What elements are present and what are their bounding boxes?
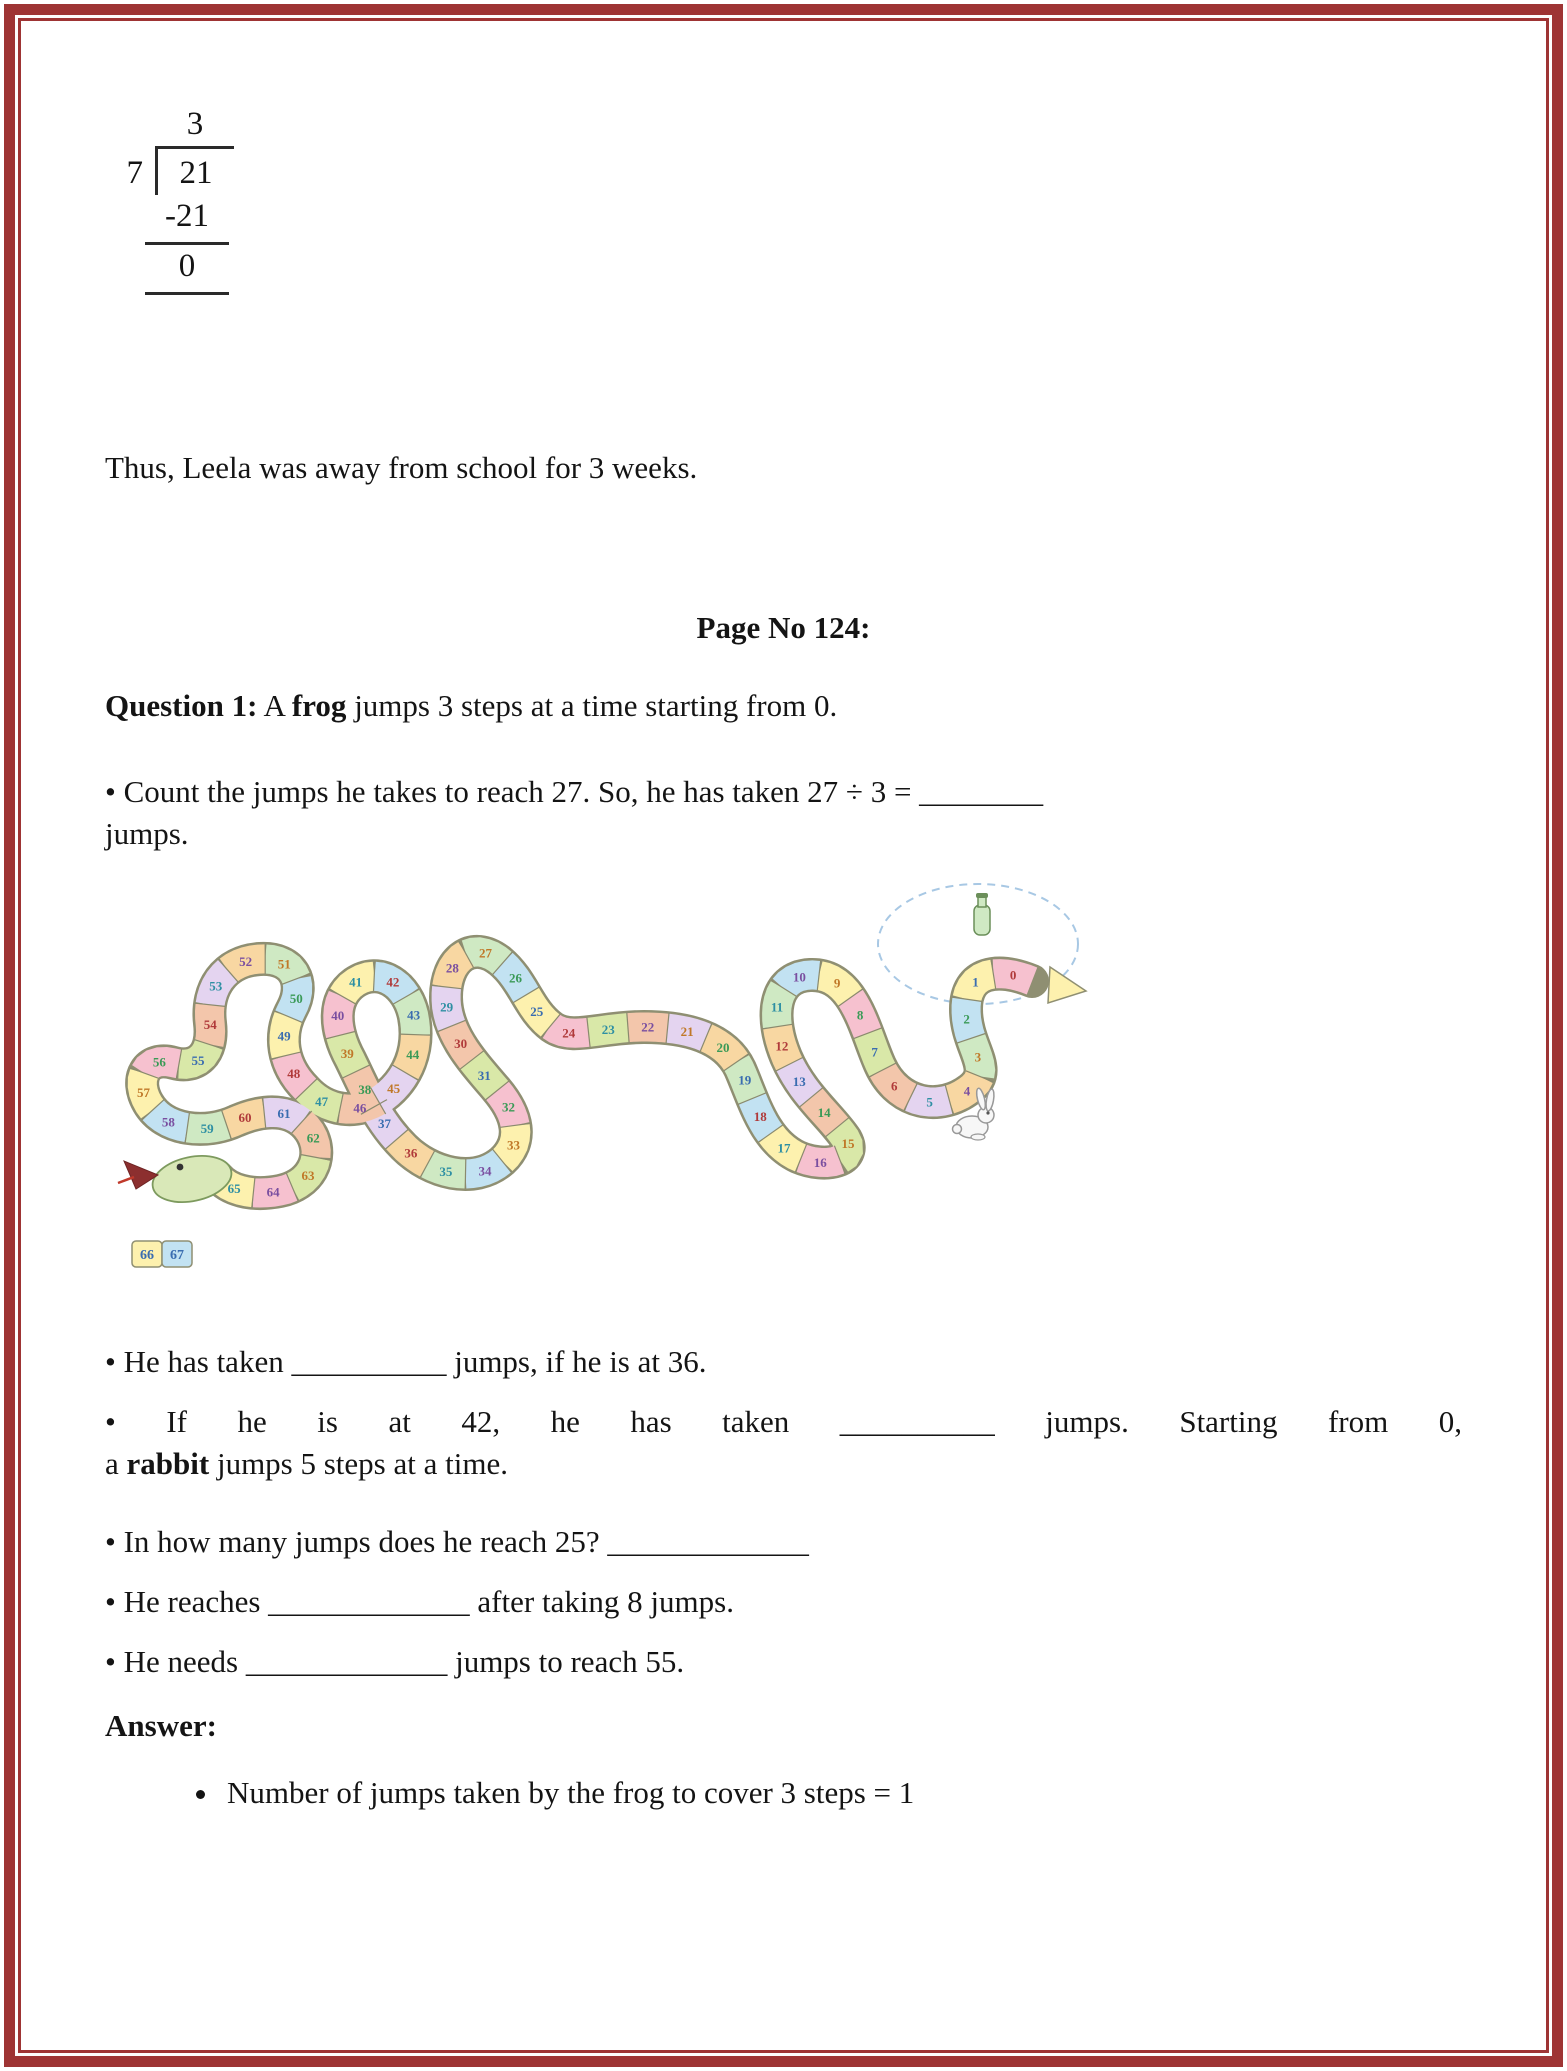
svg-text:0: 0	[1009, 967, 1017, 983]
svg-text:17: 17	[777, 1140, 791, 1156]
bullet-at-42	[105, 1401, 1462, 1485]
svg-text:9: 9	[833, 975, 841, 991]
finish-cell-67-number: 67	[170, 1248, 184, 1264]
bullet-reach-25: • In how many jumps does he reach 25? _____________	[105, 1523, 809, 1559]
svg-text:19: 19	[738, 1073, 752, 1089]
svg-text:5: 5	[926, 1094, 933, 1110]
svg-text:25: 25	[530, 1004, 544, 1020]
svg-text:59: 59	[200, 1121, 214, 1137]
svg-text:63: 63	[301, 1168, 315, 1184]
svg-text:13: 13	[792, 1074, 806, 1090]
svg-text:23: 23	[601, 1022, 615, 1038]
svg-text:62: 62	[306, 1130, 320, 1146]
svg-text:28: 28	[445, 961, 459, 977]
svg-text:3: 3	[974, 1049, 982, 1065]
svg-text:4: 4	[963, 1083, 971, 1099]
division-subtraction-row	[111, 195, 1462, 245]
svg-text:6: 6	[890, 1078, 898, 1094]
question-bold-frog: frog	[291, 687, 347, 723]
answer-list	[105, 1772, 1462, 1814]
svg-text:20: 20	[716, 1040, 730, 1056]
svg-text:2: 2	[963, 1011, 970, 1027]
svg-text:65: 65	[227, 1181, 241, 1197]
snake-board-svg	[115, 869, 1095, 1319]
svg-text:30: 30	[454, 1036, 468, 1052]
svg-text:18: 18	[753, 1109, 767, 1125]
conclusion-text: Thus, Leela was away from school for 3 weeks.	[105, 449, 698, 485]
svg-text:26: 26	[509, 970, 522, 986]
bullet-at-42-line2	[105, 1443, 1462, 1485]
svg-text:27: 27	[479, 946, 492, 962]
subtraction-value: -21	[145, 195, 229, 245]
svg-text:39: 39	[340, 1046, 354, 1062]
svg-text:45: 45	[387, 1081, 401, 1097]
snake-head-icon	[118, 1150, 236, 1210]
svg-text:37: 37	[378, 1116, 391, 1132]
svg-text:41: 41	[349, 974, 363, 990]
finish-cells	[132, 1241, 192, 1267]
svg-text:29: 29	[440, 999, 454, 1015]
division-remainder-row	[111, 245, 1462, 295]
question-label: Question 1:	[105, 687, 258, 723]
question-pre: A	[257, 687, 292, 723]
svg-text:1: 1	[972, 974, 979, 990]
page-heading: Page No 124:	[696, 609, 871, 645]
bullet-at-36: • He has taken __________ jumps, if he is at 36.	[105, 1343, 707, 1379]
svg-text:12: 12	[775, 1038, 789, 1054]
page-content	[21, 21, 1546, 2050]
svg-text:55: 55	[191, 1053, 205, 1069]
svg-text:31: 31	[477, 1068, 491, 1084]
svg-text:22: 22	[641, 1019, 655, 1035]
division-quotient-row	[111, 103, 1462, 146]
svg-text:54: 54	[203, 1017, 217, 1033]
bottle-icon	[974, 893, 990, 935]
long-division	[111, 103, 1462, 295]
svg-text:49: 49	[277, 1028, 291, 1044]
svg-text:53: 53	[209, 978, 223, 994]
bullet-count-line2: jumps.	[105, 816, 189, 852]
svg-text:40: 40	[331, 1008, 345, 1024]
answer-label: Answer:	[105, 1708, 217, 1744]
svg-text:24: 24	[562, 1025, 576, 1041]
svg-text:16: 16	[813, 1155, 827, 1171]
svg-text:60: 60	[238, 1110, 252, 1126]
answer-item: • Number of jumps taken by the frog to cover 3 steps = 1	[221, 1772, 1462, 1814]
svg-text:7: 7	[871, 1044, 878, 1060]
svg-text:38: 38	[358, 1082, 372, 1098]
svg-text:36: 36	[404, 1146, 418, 1162]
bullet-at-42-line2-pre: a	[105, 1445, 127, 1481]
svg-text:56: 56	[152, 1054, 166, 1070]
remainder-value: 0	[145, 245, 229, 295]
svg-text:46: 46	[353, 1101, 367, 1117]
question-1-text	[105, 685, 1462, 727]
svg-text:8: 8	[856, 1007, 864, 1023]
quotient-value: 3	[186, 106, 204, 142]
svg-text:43: 43	[407, 1007, 421, 1023]
svg-text:11: 11	[770, 999, 784, 1015]
question-rest: jumps 3 steps at a time starting from 0.	[346, 687, 838, 723]
svg-text:57: 57	[137, 1085, 150, 1101]
bullet-after-8-jumps: • He reaches _____________ after taking 8 jumps.	[105, 1584, 734, 1620]
dividend-value: 21	[155, 146, 234, 195]
snake-board-figure	[115, 869, 1095, 1330]
bullet-reach-55: • He needs _____________ jumps to reach 55.	[105, 1644, 685, 1680]
svg-text:14: 14	[817, 1105, 831, 1121]
svg-text:51: 51	[277, 956, 291, 972]
svg-text:10: 10	[792, 969, 806, 985]
svg-text:33: 33	[507, 1137, 520, 1153]
svg-text:34: 34	[478, 1163, 492, 1179]
svg-text:47: 47	[315, 1094, 329, 1110]
svg-text:61: 61	[277, 1106, 291, 1122]
svg-text:15: 15	[841, 1136, 855, 1152]
svg-text:52: 52	[239, 954, 253, 970]
bullet-count-line1: • Count the jumps he takes to reach 27. So, he has taken 27 ÷ 3 = ________	[105, 774, 1044, 810]
svg-text:42: 42	[386, 975, 400, 991]
bullet-at-42-line2-post: jumps 5 steps at a time.	[209, 1445, 508, 1481]
svg-text:32: 32	[502, 1099, 515, 1115]
bullet-count-jumps	[105, 771, 1462, 855]
svg-text:58: 58	[161, 1114, 175, 1130]
finish-cell-66-number: 66	[140, 1248, 154, 1264]
bullet-at-42-line1: • If he is at 42, he has taken __________ jumps. Starting from 0,	[105, 1403, 1462, 1439]
division-main-row	[111, 146, 1462, 195]
divisor-value: 7	[126, 154, 143, 191]
svg-text:50: 50	[289, 991, 303, 1007]
svg-text:48: 48	[287, 1066, 301, 1082]
svg-text:44: 44	[406, 1047, 420, 1063]
svg-text:64: 64	[266, 1185, 280, 1201]
svg-text:35: 35	[439, 1164, 453, 1180]
svg-text:21: 21	[680, 1024, 694, 1040]
bullet-at-42-bold-rabbit: rabbit	[126, 1445, 210, 1481]
